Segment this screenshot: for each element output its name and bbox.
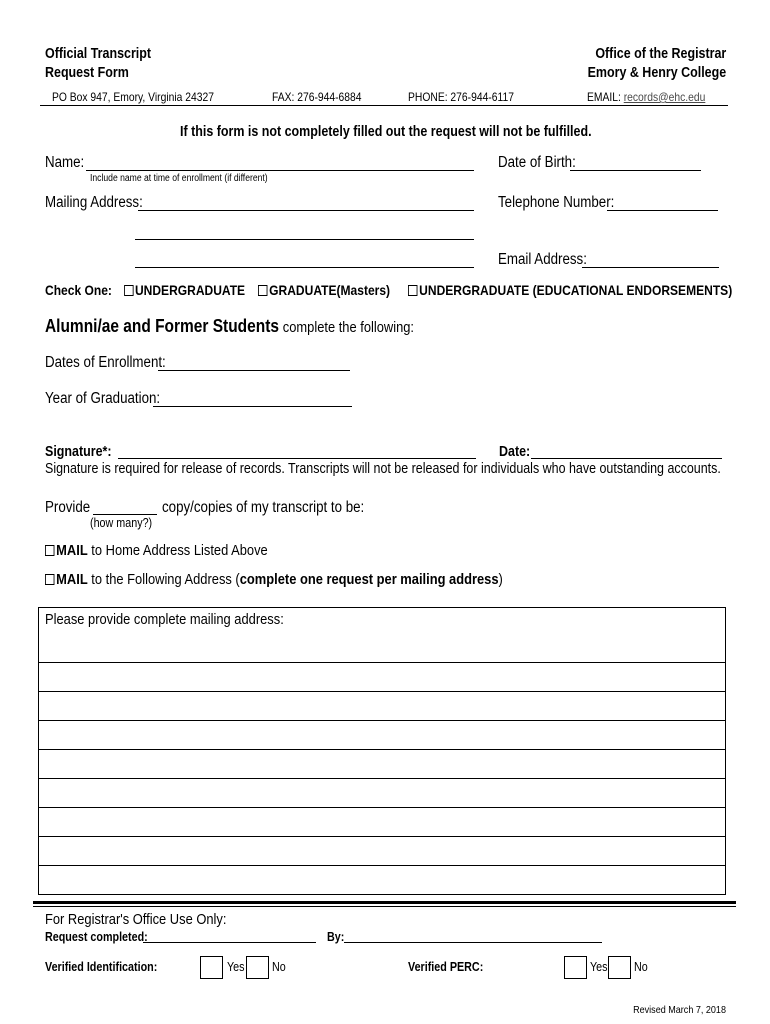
request-completed-label: Request completed: <box>45 930 148 944</box>
mail-other-option[interactable]: MAIL to the Following Address (complete one request per mailing address) <box>45 571 577 588</box>
endorsements-option[interactable]: UNDERGRADUATE (EDUCATIONAL ENDORSEMENTS) <box>408 282 770 298</box>
provide-label: Provide <box>45 499 91 516</box>
copies-hint: (how many?) <box>90 516 153 530</box>
check-one-label: Check One: <box>45 282 112 298</box>
header-divider <box>40 105 728 106</box>
undergraduate-option[interactable]: UNDERGRADUATE <box>124 282 245 298</box>
email-label: Email Address: <box>498 251 587 268</box>
verified-perc-yes-label: Yes <box>590 960 608 974</box>
signature-label: Signature*: <box>45 444 112 460</box>
office-use-heading: For Registrar's Office Use Only: <box>45 911 227 928</box>
fax-number: FAX: 276-944-6884 <box>272 90 362 104</box>
dob-input-line[interactable] <box>570 170 701 171</box>
mailing-address-label: Mailing Address: <box>45 194 143 211</box>
email-link[interactable]: records@ehc.edu <box>623 90 706 104</box>
verified-perc-yes-box[interactable] <box>564 956 587 979</box>
address-row[interactable] <box>39 691 725 692</box>
address-box-label: Please provide complete mailing address: <box>45 611 284 628</box>
completion-notice: If this form is not completely filled out the request will not be fulfilled. <box>180 124 592 140</box>
email-input-line[interactable] <box>582 267 719 268</box>
name-input-line[interactable] <box>86 170 474 171</box>
address-row[interactable] <box>39 778 725 779</box>
address-row[interactable] <box>39 720 725 721</box>
address-row[interactable] <box>39 865 725 866</box>
mailing-address-line-2[interactable] <box>135 239 474 240</box>
request-completed-line[interactable] <box>143 942 316 943</box>
verified-perc-no-label: No <box>634 960 648 974</box>
checkbox-icon[interactable] <box>45 545 54 556</box>
checkbox-icon[interactable] <box>258 285 267 296</box>
verified-id-yes-box[interactable] <box>200 956 223 979</box>
signature-line[interactable] <box>118 458 476 459</box>
year-graduation-label: Year of Graduation: <box>45 390 161 407</box>
checkbox-icon[interactable] <box>124 285 133 296</box>
name-hint: Include name at time of enrollment (if different) <box>90 173 268 184</box>
college-address: PO Box 947, Emory, Virginia 24327 <box>52 90 214 104</box>
mailing-address-box <box>38 607 726 895</box>
date-label: Date: <box>499 444 531 460</box>
checkbox-icon[interactable] <box>408 285 417 296</box>
verified-id-label: Verified Identification: <box>45 960 158 974</box>
verified-id-no-label: No <box>272 960 286 974</box>
telephone-input-line[interactable] <box>607 210 718 211</box>
signature-note: Signature is required for release of records. Transcripts will not be released for individuals who have outstanding accounts. <box>45 461 721 477</box>
office-use-divider-thick <box>33 901 736 904</box>
office-name-line1: Office of the Registrar <box>595 46 726 62</box>
address-row[interactable] <box>39 749 725 750</box>
date-line[interactable] <box>531 458 722 459</box>
address-row[interactable] <box>39 836 725 837</box>
dates-enrollment-label: Dates of Enrollment: <box>45 354 166 371</box>
name-label: Name: <box>45 154 85 171</box>
check-one-row <box>45 282 278 298</box>
verified-perc-label: Verified PERC: <box>408 960 484 974</box>
dates-enrollment-line[interactable] <box>158 370 350 371</box>
revision-date: Revised March 7, 2018 <box>633 1004 726 1016</box>
year-graduation-line[interactable] <box>153 406 352 407</box>
mail-home-option[interactable]: MAIL to Home Address Listed Above <box>45 542 304 559</box>
alumni-heading: Alumni/ae and Former Students complete the following: <box>45 316 415 336</box>
address-row[interactable] <box>39 807 725 808</box>
office-use-divider-thin <box>33 906 736 907</box>
office-name-line2: Emory & Henry College <box>587 65 726 81</box>
verified-id-yes-label: Yes <box>227 960 245 974</box>
telephone-label: Telephone Number: <box>498 194 615 211</box>
email-contact: EMAIL: records@ehc.edu <box>587 90 706 104</box>
form-title-line2: Request Form <box>45 65 129 81</box>
phone-number: PHONE: 276-944-6117 <box>408 90 514 104</box>
verified-perc-no-box[interactable] <box>608 956 631 979</box>
address-row[interactable] <box>39 662 725 663</box>
form-title-line1: Official Transcript <box>45 46 152 62</box>
graduate-option[interactable]: GRADUATE(Masters) <box>258 282 412 298</box>
mailing-address-line-1[interactable] <box>138 210 474 211</box>
checkbox-icon[interactable] <box>45 574 54 585</box>
dob-label: Date of Birth: <box>498 154 576 171</box>
copies-count-line[interactable] <box>93 514 157 515</box>
copies-suffix: copy/copies of my transcript to be: <box>162 499 365 516</box>
verified-id-no-box[interactable] <box>246 956 269 979</box>
mailing-address-line-3[interactable] <box>135 267 474 268</box>
by-label: By: <box>327 930 345 944</box>
by-line[interactable] <box>344 942 602 943</box>
